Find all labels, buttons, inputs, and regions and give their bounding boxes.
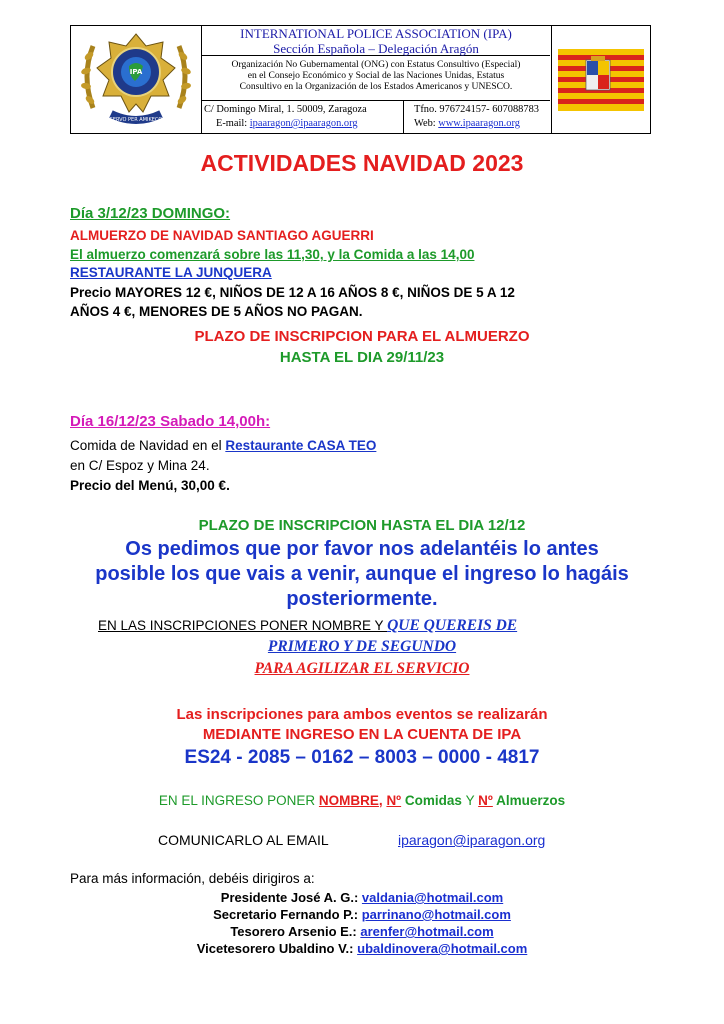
event2-text: Comida de Navidad en el — [70, 438, 226, 453]
payment-line1: Las inscripciones para ambos eventos se realizarán — [176, 706, 548, 723]
header-email-link[interactable]: ipaaragon@ipaaragon.org — [249, 118, 358, 129]
svg-text:SERVO PER AMIKECO: SERVO PER AMIKECO — [109, 117, 163, 123]
event1-venue: RESTAURANTE LA JUNQUERA — [70, 265, 272, 280]
event1-date: Día 3/12/23 DOMINGO: — [70, 205, 231, 222]
web-label: Web: — [414, 118, 436, 129]
contact-item — [0, 924, 724, 939]
inscription-note-blue2: PRIMERO Y DE SEGUNDO — [267, 638, 457, 655]
contact-cell — [404, 101, 550, 133]
contact-item — [0, 907, 724, 922]
account-number: ES24 - 2085 – 0162 – 8003 – 0000 - 4817 — [184, 747, 540, 768]
event2-location: en C/ Espoz y Mina 24. — [70, 458, 210, 473]
phone: Tfno. 976724157- 607088783 — [414, 104, 539, 115]
header-description-cell — [202, 56, 550, 101]
inscription-note-text: EN LAS INSCRIPCIONES PONER NOMBRE Y — [98, 618, 388, 633]
svg-text:IPA: IPA — [129, 68, 143, 76]
request-line1: Os pedimos que por favor nos adelantéis lo antes — [125, 538, 599, 560]
description-line: Consultivo en la Organización de los Estados Americanos y UNESCO. — [239, 81, 513, 92]
contact-role: Tesorero Arsenio E.: — [230, 924, 357, 939]
org-name: INTERNATIONAL POLICE ASSOCIATION (IPA) — [240, 26, 512, 41]
logo-cell — [71, 26, 202, 133]
org-description — [202, 56, 550, 92]
payment-line2: MEDIANTE INGRESO EN LA CUENTA DE IPA — [202, 726, 522, 743]
ingreso-nombre: NOMBRE — [318, 793, 379, 808]
contact-role: Vicetesorero Ubaldino V.: — [196, 941, 354, 956]
event1-price-line2: AÑOS 4 €, MENORES DE 5 AÑOS NO PAGAN. — [70, 304, 363, 319]
ingreso-sep: , — [378, 793, 387, 808]
ingreso-n2: Nº — [478, 793, 493, 808]
notice-email-link[interactable]: iparagon@iparagon.org — [398, 832, 546, 848]
web-line — [404, 117, 550, 131]
contact-email-link[interactable]: ubaldinovera@hotmail.com — [357, 941, 528, 956]
ingreso-comidas: Comidas — [401, 793, 466, 808]
event1-schedule: El almuerzo comenzará sobre las 11,30, y la Comida a las 14,00 — [70, 247, 475, 262]
ingreso-y: Y — [465, 793, 479, 808]
contact-item — [0, 941, 724, 956]
event1-price-line1: Precio MAYORES 12 €, NIÑOS DE 12 A 16 AÑOS 8 €, NIÑOS DE 5 A 12 — [70, 285, 515, 300]
flag-cell — [551, 26, 651, 133]
page-title: ACTIVIDADES NAVIDAD 2023 — [200, 150, 524, 176]
contact-item — [0, 890, 724, 905]
address: C/ Domingo Miral, 1. 50009, Zaragoza — [204, 104, 367, 115]
event2-venue: Restaurante CASA TEO — [225, 438, 377, 453]
email-line — [202, 117, 403, 131]
contact-role: Presidente José A. G.: — [220, 890, 359, 905]
email-notice-label: COMUNICARLO AL EMAIL — [158, 832, 329, 848]
ingreso-pre: EN EL INGRESO PONER — [158, 793, 319, 808]
ipa-logo — [71, 26, 201, 133]
letterhead — [70, 25, 651, 134]
inscription-note — [98, 617, 517, 635]
event2-deadline: PLAZO DE INSCRIPCION HASTA EL DIA 12/12 — [198, 517, 526, 534]
contact-role: Secretario Fernando P.: — [213, 907, 359, 922]
event1-name: ALMUERZO DE NAVIDAD SANTIAGO AGUERRI — [70, 228, 374, 243]
description-line: en el Consejo Económico y Social de las Naciones Unidas, Estatus — [247, 70, 505, 81]
inscription-note-red: PARA AGILIZAR EL SERVICIO — [254, 660, 470, 677]
ingreso-almuerzos: Almuerzos — [492, 793, 566, 808]
contact-email-link[interactable]: valdania@hotmail.com — [361, 890, 504, 905]
email-label: E-mail: — [216, 118, 248, 129]
contact-email-link[interactable]: parrinano@hotmail.com — [361, 907, 511, 922]
description-line: Organización No Gubernamental (ONG) con Estatus Consultivo (Especial) — [231, 59, 521, 70]
ingreso-n1: Nº — [386, 793, 402, 808]
header-title-cell — [202, 26, 550, 56]
request-line3: posteriormente. — [286, 588, 438, 610]
org-section: Sección Española – Delegación Aragón — [273, 41, 479, 56]
ingreso-instructions — [0, 793, 724, 808]
contact-email-link[interactable]: arenfer@hotmail.com — [360, 924, 494, 939]
address-cell — [202, 101, 404, 133]
request-line2: posible los que vais a venir, aunque el ingreso lo hagáis — [95, 563, 629, 585]
event2-date: Día 16/12/23 Sabado 14,00h: — [70, 413, 271, 430]
event2-price: Precio del Menú, 30,00 €. — [70, 478, 230, 493]
header-web-link[interactable]: www.ipaaragon.org — [438, 118, 520, 129]
event2-description — [70, 438, 376, 453]
contacts-intro: Para más información, debéis dirigiros a: — [70, 871, 315, 886]
event1-deadline-line2: HASTA EL DIA 29/11/23 — [279, 349, 445, 366]
aragon-flag-icon — [552, 26, 651, 133]
inscription-note-blue1: QUE QUEREIS DE — [387, 617, 518, 634]
event1-deadline-line1: PLAZO DE INSCRIPCION PARA EL ALMUERZO — [194, 328, 530, 345]
